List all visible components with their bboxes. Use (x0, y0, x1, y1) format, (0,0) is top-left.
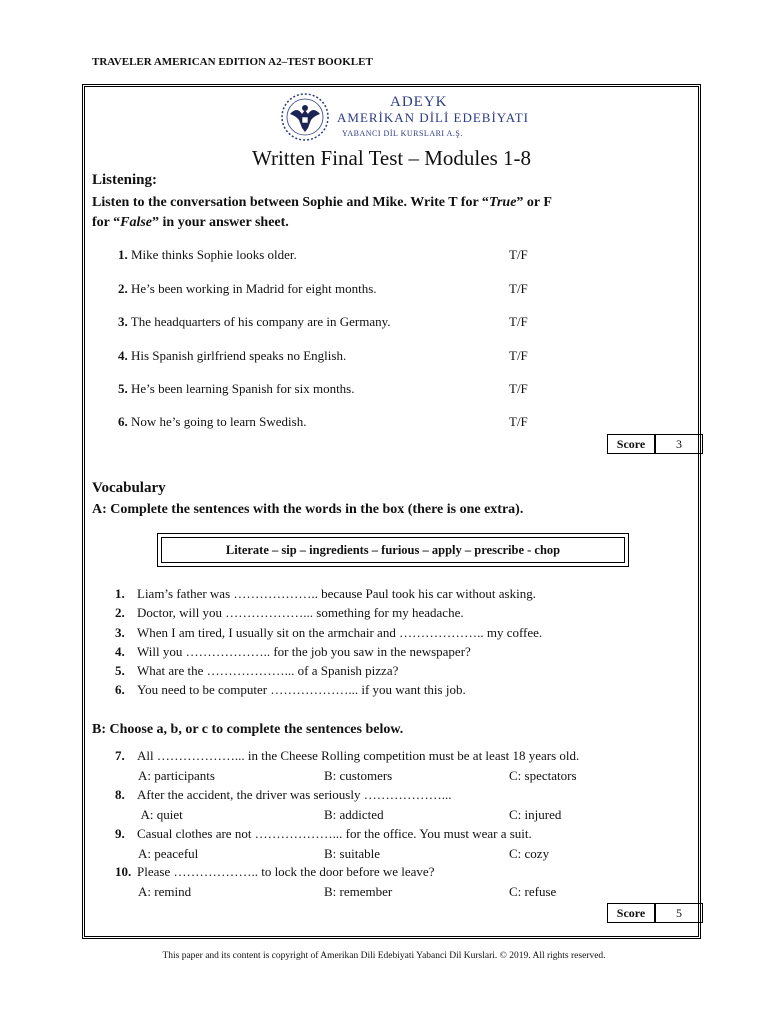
listening-item (118, 348, 346, 364)
logo (280, 90, 530, 146)
item-text: Will you ……………….. for the job you saw in the newspaper? (137, 644, 471, 659)
vocabulary-a-instruction: A: Complete the sentences with the words in the box (there is one extra). (92, 502, 524, 517)
true-false-label: T/F (509, 247, 528, 262)
score-label: Score (608, 904, 656, 922)
answer-option: C: injured (509, 807, 562, 822)
listening-score-box (607, 434, 703, 454)
item-text: When I am tired, I usually sit on the armchair and ……………….. my coffee. (137, 625, 543, 640)
item-text: Casual clothes are not ………………... for the office. You must wear a suit. (137, 826, 532, 841)
item-number: 5. (115, 663, 125, 678)
vocabulary-item (115, 826, 532, 842)
true-false-label: T/F (509, 414, 528, 429)
item-text: All ………………... in the Cheese Rolling competition must be at least 18 years old. (137, 748, 580, 763)
word-box-words: Literate – sip – ingredients – furious – apply – prescribe - chop (161, 537, 625, 563)
listening-item (118, 314, 391, 330)
item-text: What are the ………………... of a Spanish pizza? (137, 663, 399, 678)
item-number: 6. (118, 414, 128, 429)
answer-option: A: peaceful (138, 846, 199, 861)
true-false-label: T/F (509, 281, 528, 296)
vocabulary-item (115, 605, 464, 621)
item-number: 2. (118, 281, 128, 296)
item-number: 6. (115, 682, 125, 697)
listening-instruction (92, 193, 692, 233)
page-title: Written Final Test – Modules 1-8 (251, 146, 532, 170)
eagle-seal-icon (280, 92, 330, 142)
item-text: He’s been learning Spanish for six months. (131, 381, 355, 396)
vocabulary-b-instruction: B: Choose a, b, or c to complete the sentences below. (92, 722, 404, 737)
vocabulary-item (115, 748, 579, 764)
answer-option: B: suitable (324, 846, 380, 861)
vocabulary-item (115, 644, 471, 660)
item-number: 5. (118, 381, 128, 396)
vocabulary-item (115, 864, 434, 880)
logo-subtitle: AMERİKAN DİLİ EDEBİYATI (337, 110, 529, 125)
logo-tagline: YABANCI DİL KURSLARI A.Ş. (342, 129, 463, 138)
listening-item (118, 281, 377, 297)
true-false-label: T/F (509, 381, 528, 396)
item-number: 4. (115, 644, 125, 659)
true-false-label: T/F (509, 314, 528, 329)
item-number: 9. (115, 826, 125, 841)
answer-option: C: refuse (509, 884, 557, 899)
item-text: Doctor, will you ………………... something for my headache. (137, 605, 464, 620)
item-text: Now he’s going to learn Swedish. (131, 414, 307, 429)
item-number: 10. (115, 864, 132, 879)
item-text: He’s been working in Madrid for eight months. (131, 281, 377, 296)
listening-item (118, 381, 355, 397)
answer-option: B: customers (324, 768, 393, 783)
answer-option: C: spectators (509, 768, 577, 783)
listening-instruction-line2: for “False” in your answer sheet. (92, 215, 289, 230)
vocabulary-item (115, 682, 466, 698)
item-number: 1. (115, 586, 125, 601)
answer-option: A: remind (138, 884, 192, 899)
item-text: Liam’s father was ……………….. because Paul took his car without asking. (137, 586, 536, 601)
item-text: Please ……………….. to lock the door before we leave? (137, 864, 435, 879)
copyright-footer: This paper and its content is copyright of Amerikan Dili Edebiyati Yabanci Dil Kurslari. © 2019. All rights reserved. (162, 951, 606, 961)
item-number: 3. (115, 625, 125, 640)
answer-option: B: addicted (324, 807, 384, 822)
item-number: 2. (115, 605, 125, 620)
vocabulary-item (115, 663, 398, 679)
item-number: 7. (115, 748, 125, 763)
listening-item (118, 247, 297, 263)
word-box (157, 533, 629, 567)
score-value: 3 (676, 437, 682, 451)
item-number: 4. (118, 348, 128, 363)
vocabulary-heading: Vocabulary (92, 480, 166, 496)
score-value: 5 (676, 906, 682, 920)
vocabulary-score-box (607, 903, 703, 923)
item-text: You need to be computer ………………... if you want this job. (137, 682, 466, 697)
item-text: After the accident, the driver was seriously ………………... (137, 787, 452, 802)
logo-name: ADEYK (390, 94, 448, 110)
item-text: His Spanish girlfriend speaks no English. (131, 348, 347, 363)
vocabulary-item (115, 625, 542, 641)
answer-option: B: remember (324, 884, 393, 899)
answer-option: C: cozy (509, 846, 550, 861)
answer-option: A: quiet (138, 807, 183, 822)
item-number: 8. (115, 787, 125, 802)
vocabulary-item (115, 787, 451, 803)
item-text: The headquarters of his company are in Germany. (130, 314, 391, 329)
booklet-header: TRAVELER AMERICAN EDITION A2–TEST BOOKLET (92, 56, 373, 68)
true-false-label: T/F (509, 348, 528, 363)
vocabulary-item (115, 586, 536, 602)
score-label: Score (608, 435, 656, 453)
item-number: 3. (118, 314, 128, 329)
listening-heading: Listening: (92, 172, 158, 188)
answer-option: A: participants (138, 768, 215, 783)
listening-item (118, 414, 306, 430)
item-text: Mike thinks Sophie looks older. (131, 247, 297, 262)
item-number: 1. (118, 247, 128, 262)
listening-instruction-line1: Listen to the conversation between Sophie and Mike. Write T for “True” or F (92, 195, 552, 210)
